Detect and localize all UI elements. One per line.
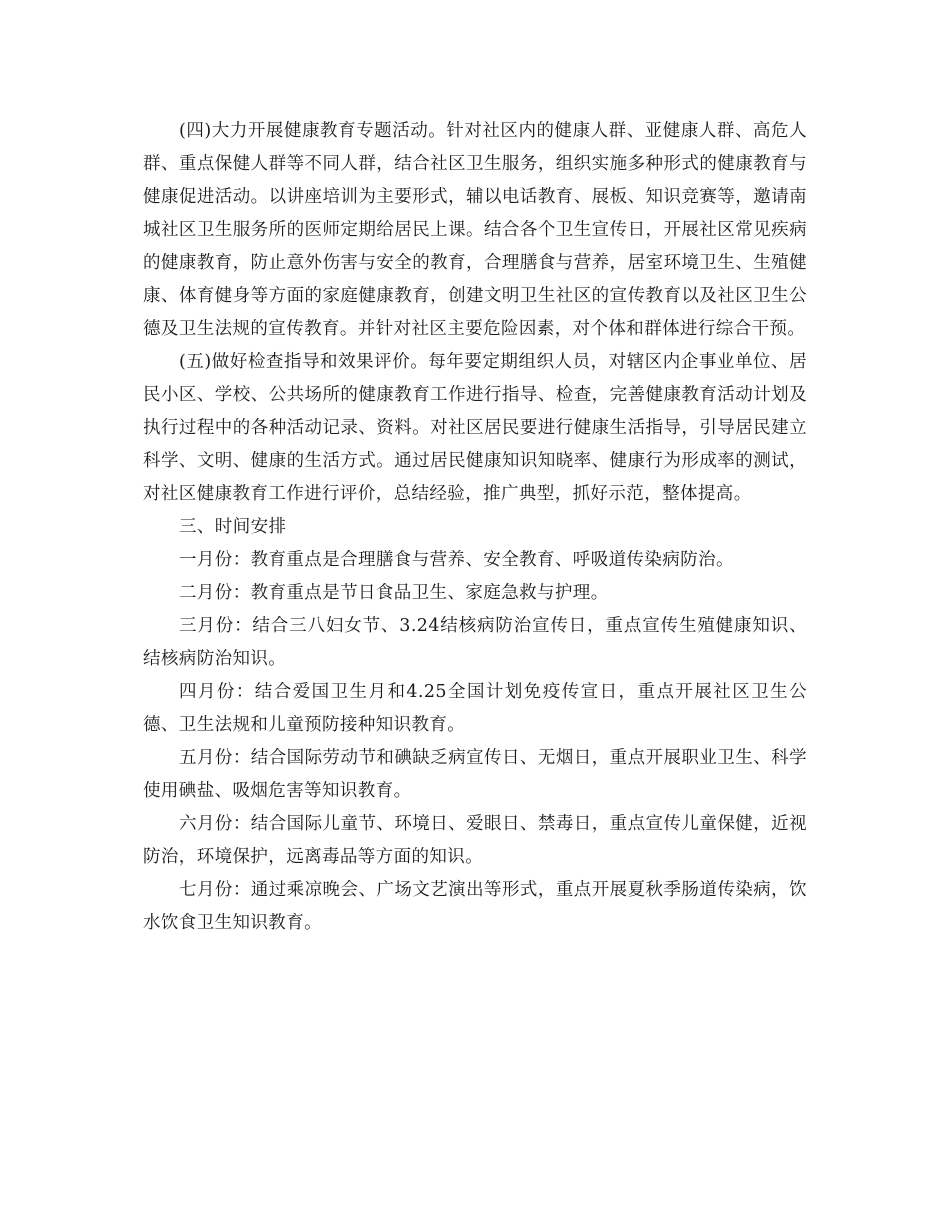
paragraph-health-education-activities: (四)大力开展健康教育专题活动。针对社区内的健康人群、亚健康人群、高危人群、重点保健人群等不同人群，结合社区卫生服务，组织实施多种形式的健康教育与健康促进活动。以讲座培训为主要形式，辅以电话教育、展板、知识竞赛等，邀请南城社区卫生服务所的医师定期给居民上课。结合各个卫生宣传日，开展社区常见疾病的健康教育，防止意外伤害与安全的教育，合理膳食与营养，居室环境卫生、生殖健康、体育健身等方面的家庭健康教育，创建文明卫生社区的宣传教育以及社区卫生公德及卫生法规的宣传教育。并针对社区主要危险因素，对个体和群体进行综合干预。 — [143, 121, 807, 339]
document-page — [143, 115, 807, 940]
paragraph-inspection-evaluation: (五)做好检查指导和效果评价。每年要定期组织人员，对辖区内企事业单位、居民小区、学校、公共场所的健康教育工作进行指导、检查，完善健康教育活动计划及执行过程中的各种活动记录、资料。对社区居民要进行健康生活指导，引导居民建立科学、文明、健康的生活方式。通过居民健康知识知晓率、健康行为形成率的测试，对社区健康教育工作进行评价，总结经验，推广典型，抓好示范，整体提高。 — [143, 352, 807, 504]
schedule-item-july: 七月份：通过乘凉晚会、广场文艺演出等形式，重点开展夏秋季肠道传染病，饮水饮食卫生知识教育。 — [143, 880, 807, 933]
schedule-item-april: 四月份：结合爱国卫生月和4.25全国计划免疫传宣日，重点开展社区卫生公德、卫生法规和儿童预防接种知识教育。 — [143, 682, 807, 735]
schedule-item-january: 一月份：教育重点是合理膳食与营养、安全教育、呼吸道传染病防治。 — [179, 550, 734, 570]
schedule-item-may: 五月份：结合国际劳动节和碘缺乏病宣传日、无烟日，重点开展职业卫生、科学使用碘盐、吸烟危害等知识教育。 — [143, 748, 807, 801]
schedule-item-june: 六月份：结合国际儿童节、环境日、爱眼日、禁毒日，重点宣传儿童保健，近视防治，环境保护，远离毒品等方面的知识。 — [143, 814, 807, 867]
section-heading-schedule: 三、时间安排 — [179, 517, 287, 537]
schedule-item-march: 三月份：结合三八妇女节、3.24结核病防治宣传日，重点宣传生殖健康知识、结核病防治知识。 — [143, 616, 807, 669]
schedule-item-february: 二月份：教育重点是节日食品卫生、家庭急救与护理。 — [179, 583, 609, 603]
